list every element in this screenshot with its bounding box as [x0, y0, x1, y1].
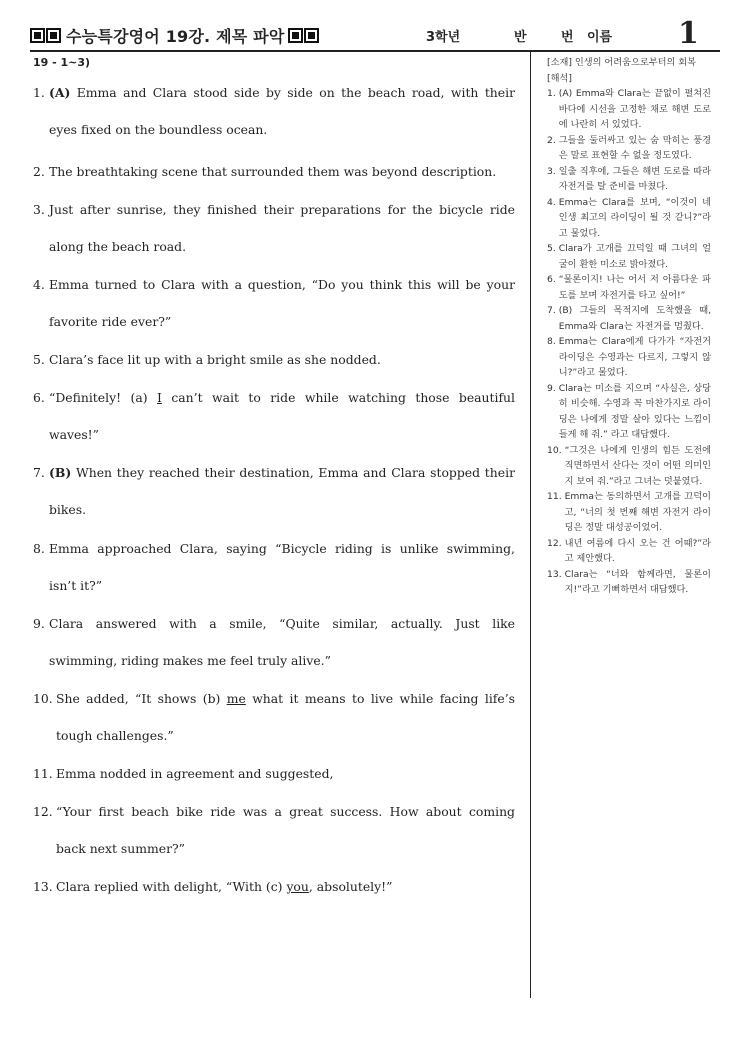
- sentence-line: [49, 86, 515, 100]
- translation-text: 내년 여름에 다시 오는 건 어때?”라고 제안했다.: [564, 537, 711, 564]
- sentence-number: 9.: [33, 616, 45, 631]
- sentence-line: Clara answered with a smile, “Quite similar, actually. Just like: [49, 616, 515, 631]
- translation-text: 그들을 둘러싸고 있는 숨 막히는 풍경은 말로 표현할 수 없을 정도였다.: [558, 134, 711, 161]
- sentence-text: Emma and Clara stood side by side on the beach road, with their: [70, 85, 515, 100]
- topic-line: [소재] 인생의 어려움으로부터의 회복: [547, 57, 697, 68]
- translation-column: [547, 55, 711, 598]
- translation-item: [547, 567, 711, 598]
- sentence-line: Emma approached Clara, saying “Bicycle riding is unlike swimming,: [49, 541, 515, 556]
- translation-item: [547, 303, 711, 334]
- translation-text: Clara는 미소를 지으며 “사실은, 상당히 비슷해. 수영과 꼭 마찬가지로 라이딩은 나에게 정말 살아 있다는 느낌이 들게 해 줘.” 라고 대답했다.: [558, 382, 711, 440]
- translation-text: 일출 직후에, 그들은 해변 도로를 따라 자전거를 탈 준비를 마쳤다.: [558, 165, 711, 192]
- sentence-text: , absolutely!”: [308, 879, 393, 894]
- sentence-line: Just after sunrise, they finished their preparations for the bicycle ride: [49, 202, 515, 217]
- translation-number: 2.: [547, 134, 556, 146]
- page-number: 1: [678, 16, 699, 51]
- sentence-line: Emma nodded in agreement and suggested,: [56, 766, 334, 781]
- translation-list: [547, 86, 711, 598]
- sentence-number: 12.: [33, 804, 53, 819]
- sentence-number: 6.: [33, 390, 45, 405]
- sentence-line: isn’t it?”: [49, 578, 103, 593]
- translation-text: “그것은 나에게 인생의 힘든 도전에 직면하면서 산다는 것이 어떤 의미인지 보여 줘.”라고 그녀는 덧붙였다.: [564, 444, 711, 487]
- sentence-number: 4.: [33, 277, 45, 292]
- translation-number: 3.: [547, 165, 556, 177]
- sentence-line: The breathtaking scene that surrounded them was beyond description.: [49, 164, 497, 179]
- translation-number: 4.: [547, 196, 556, 208]
- sentence-line: tough challenges.”: [56, 728, 174, 743]
- sentence-text: what it means to live while facing life’s: [245, 691, 515, 706]
- sentence-line: back next summer?”: [56, 841, 185, 856]
- translation-number: 12.: [547, 537, 562, 549]
- translation-item: [547, 195, 711, 242]
- translation-item: [547, 536, 711, 567]
- underlined-word-a: I: [157, 390, 162, 405]
- sentence-number: 8.: [33, 541, 45, 556]
- sentence-number: 10.: [33, 691, 53, 706]
- column-divider: [530, 50, 531, 998]
- question-reference: 19 - 1~3): [33, 56, 91, 69]
- sentence-line: Emma turned to Clara with a question, “Do you think this will be your: [49, 277, 515, 292]
- sentence-number: 5.: [33, 352, 45, 367]
- underlined-word-c: you: [286, 879, 309, 894]
- sentence-line: waves!”: [49, 427, 99, 442]
- worksheet-title: 수능특강영어 19강. 제목 파악: [66, 27, 285, 46]
- translation-text: Clara는 “너와 함께라면, 물론이지!”라고 기뻐하면서 대답했다.: [564, 568, 711, 595]
- sentence-number: 13.: [33, 879, 53, 894]
- sentence-line: [49, 391, 515, 405]
- number-label: 번: [561, 30, 574, 45]
- translation-text: “물론이지! 나는 어서 저 아름다운 파도를 보며 자전거를 타고 싶어!”: [558, 274, 711, 301]
- translation-number: 9.: [547, 382, 556, 394]
- sentence-number: 3.: [33, 202, 45, 217]
- translation-number: 10.: [547, 444, 562, 456]
- translation-label: [해석]: [547, 72, 572, 84]
- grade-label: 3학년: [426, 30, 461, 45]
- sentence-line: [49, 466, 515, 480]
- sentence-line: [56, 880, 392, 894]
- translation-text: Clara가 고개를 끄덕일 때 그녀의 얼굴이 환한 미소로 밝아졌다.: [558, 243, 711, 270]
- sentence-line: along the beach road.: [49, 239, 187, 254]
- decorative-squares-icon: [288, 28, 320, 47]
- sentence-line: favorite ride ever?”: [49, 314, 172, 329]
- worksheet-header: [30, 16, 720, 52]
- translation-item: [547, 272, 711, 303]
- translation-item: [547, 133, 711, 164]
- translation-number: 13.: [547, 568, 562, 580]
- translation-text: (B) 그들의 목적지에 도착했을 때, Emma와 Clara는 자전거를 멈췄다.: [558, 305, 711, 332]
- decorative-squares-icon: [30, 28, 62, 47]
- translation-number: 11.: [547, 491, 562, 502]
- section-marker-a: (A): [49, 85, 71, 100]
- translation-text: Emma는 Clara에게 다가가 “자전거 라이딩은 수영과는 다르지, 그렇지 않니?”라고 물었다.: [558, 336, 711, 378]
- translation-item: [547, 164, 711, 195]
- sentence-line: swimming, riding makes me feel truly alive.”: [49, 653, 331, 668]
- name-label: 이름: [587, 30, 613, 45]
- class-label: 반: [514, 30, 527, 45]
- sentence-line: eyes fixed on the boundless ocean.: [49, 122, 268, 137]
- translation-number: 6.: [547, 274, 556, 285]
- worksheet-title-row: [30, 24, 320, 47]
- translation-number: 7.: [547, 305, 556, 316]
- translation-text: (A) Emma와 Clara는 끝없이 펼쳐진 바다에 시선을 고정한 채로 해변 도로에 나란히 서 있었다.: [558, 88, 711, 130]
- translation-text: Emma는 동의하면서 고개를 끄덕이고, “너의 첫 번째 해변 자전거 라이딩은 정말 대성공이었어.: [564, 491, 711, 533]
- translation-item: [547, 241, 711, 272]
- sentence-line: [56, 692, 515, 706]
- sentence-line: “Your first beach bike ride was a great success. How about coming: [56, 804, 515, 819]
- header-divider: [30, 50, 720, 52]
- sentence-text: When they reached their destination, Emma and Clara stopped their: [71, 465, 515, 480]
- translation-number: 1.: [547, 88, 556, 99]
- translation-item: [547, 86, 711, 133]
- translation-number: 5.: [547, 243, 556, 254]
- sentence-text: can’t wait to ride while watching those beautiful: [161, 390, 515, 405]
- underlined-word-b: me: [226, 691, 246, 706]
- sentence-text: “Definitely! (a): [49, 390, 157, 405]
- sentence-line: bikes.: [49, 502, 87, 517]
- sentence-number: 7.: [33, 465, 45, 480]
- sentence-number: 11.: [33, 766, 53, 781]
- translation-item: [547, 489, 711, 536]
- sentence-text: Clara replied with delight, “With (c): [56, 879, 287, 894]
- section-marker-b: (B): [49, 465, 72, 480]
- translation-item: [547, 334, 711, 381]
- translation-number: 8.: [547, 336, 556, 347]
- sentence-line: Clara’s face lit up with a bright smile as she nodded.: [49, 352, 381, 367]
- translation-text: Emma는 Clara를 보며, “이것이 네 인생 최고의 라이딩이 될 것 같니?”라고 물었다.: [558, 196, 711, 239]
- translation-item: [547, 443, 711, 490]
- sentence-text: She added, “It shows (b): [56, 691, 227, 706]
- sentence-number: 2.: [33, 164, 45, 179]
- sentence-number: 1.: [33, 85, 45, 100]
- translation-item: [547, 381, 711, 443]
